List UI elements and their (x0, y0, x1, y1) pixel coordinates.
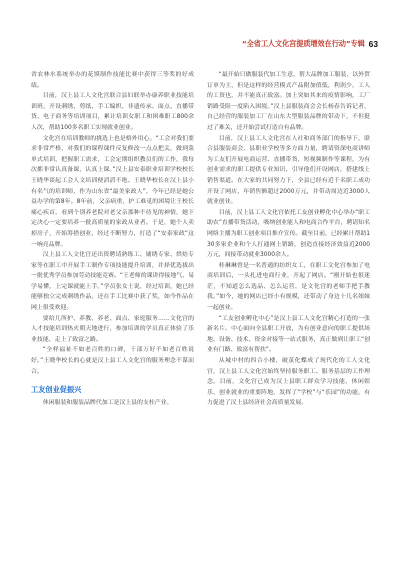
paragraph: 要给几所护、养教、养老、面点、家庭服务……文化宫的人才技能培训热火朝天地进行，参加培训的学员真正体验了乐业技能、走上了致富之路。 (31, 315, 194, 343)
paragraph: “全样福祉不如老百姓的口碑，干部万好不如老百姓说好。”王晓华校长的心就是汉上县工人文化宫的服务理念不谋而合。 (31, 347, 194, 375)
left-column (31, 70, 194, 409)
page-header (242, 38, 378, 50)
paragraph: “工友创业孵化中心”是汉上县工人文化宫精心打造的一张新名片。中心面向全县职工开放，为有创业意向的职工提供场地、设备、技术、资金对接等一站式服务，真正做到让职工“创业有门路、致富有帮扶”。 (207, 315, 370, 354)
section-heading: 工友创业促振兴 (31, 385, 82, 395)
paragraph: 目前，汉上县工人文化宫在人社和商务部门的指导下，联合县服装商会、县职业学校等多方面力量，聘请资深电商讲师为工友们开展电商运营、直播带货、短视频制作等课程，为有创业需求的职工提供专业知识、引导他们开设网店，搭建线上销售渠道。在大家的共同努力下，全县已经有近千名职工成功开设了网店，年销售额超过2000万元，并带动周边近3000人就业创业。 (207, 135, 370, 206)
right-column (207, 70, 370, 409)
paragraph: 目前，汉上县工人文化宫依托工友创业孵化中心举办“职工助农”直播带货活动，吸纳创业能人和电商合作平台，聘请知名网络主播为职工创业项目推介宣传。截至目前，已经累计帮助130多家企业和个人打通网上销路，创造直接经济效益近2000万元，间接带动就业3000余人。 (207, 209, 370, 259)
page-number: 63 (368, 39, 378, 49)
paragraph: 目前，汉上县工人文化宫联合县妇联举办康养职业技能培训班，开设刺绣、剪纸、手工编织、非遗传承、面点、直播带货、电子商务等培训项目，累计培训女职工和困难职工800余人次，帮助100多名职工实现就业创业。 (31, 93, 194, 131)
paragraph: 从城中村的四合小楼，破茧化蝶成了现代化的工人文化宫，汉上县工人文化宫始终坚持服务职工、服务基层的工作理念。目前，文化宫已成为汉上县职工群众学习技能、休闲娱乐、创业就业的重要阵地，发挥了“学校”与“乐园”的功能，有力促进了汉上县经济社会高质量发展。 (207, 358, 370, 407)
paragraph: “最开始只做服装代加工生意，帮大品牌加工服装，以外贸订单为主，但是这样的经营模式产品附加值低，利润少，工人的工资也，并不能真正致富。加上突如其来的疫情影响，工厂销路受阻一度陷入困境。”汉上县服装商会会长杨春告诉记者，自己经营的服装加工厂在山东大型服装品牌的带动下，不但挺过了难关，还开始尝试打造自有品牌。 (207, 72, 370, 131)
paragraph: 汉上县工人文化宫还出资聘请熟练工、铺绣专家、烘焙专家等在职工中开展手工制作专项技能提升培训，并择优选拔出一批优秀学员参加劳动技能竞赛。“王老师的课讲得接地气、易学易懂，上完课就能上手。”学员张女士说，经过培训，她已经能够独立完成刺绣作品，还在手工比赛中获了奖，如今作品在网上很受欢迎。 (31, 252, 194, 312)
header-title: “全省工人文化宫提质增效在行动”专辑 (242, 39, 365, 48)
paragraph: 文化宫在培训教师的挑选上也是格外用心。“工会对我们要求非常严格，对我们的课程课件反复修改一点点把关，做到菜单式培训，把握职工需求，工会定期组织教员们的工作，我每次都非常认真备课，认真上课。”汉上县安泰职业培训学校校长王晓华谈起工会人文培训便滔滔不绝。王晓华校长在汉上县小有名气的培训师，作为山东省“最美家政人”，今年已经是她公益办学的第8年。8年前，父亲病重，护工难觅的困境让王校长痛心疾首，看到个别养老院对老父亲那种不待见的神情，她下定决心一定要培养一批高质量的家政从业者。于是，她个人卖掉房子，开始筹措创业，经过不断努力，打造了“安泰家政”这一响亮品牌。 (31, 135, 194, 248)
paragraph: 桂琳琳曾是一名普通的纺织女工，在职工文化宫参加了电商培训后，一头扎进电商行业，开起了网店。“刚开始也很迷茫，不知道怎么选品、怎么运营，是文化宫的老师手把手教我。”如今，她的网店已经小有规模，还带动了身边十几名姐妹一起创业。 (207, 262, 370, 312)
paragraph: 省农林水系统举办的花馍制作技能比赛中获得三等奖的好成绩。 (31, 72, 194, 89)
paragraph: 休闲服装和服装品牌代加工是汉上县的支柱产业。 (42, 400, 173, 407)
